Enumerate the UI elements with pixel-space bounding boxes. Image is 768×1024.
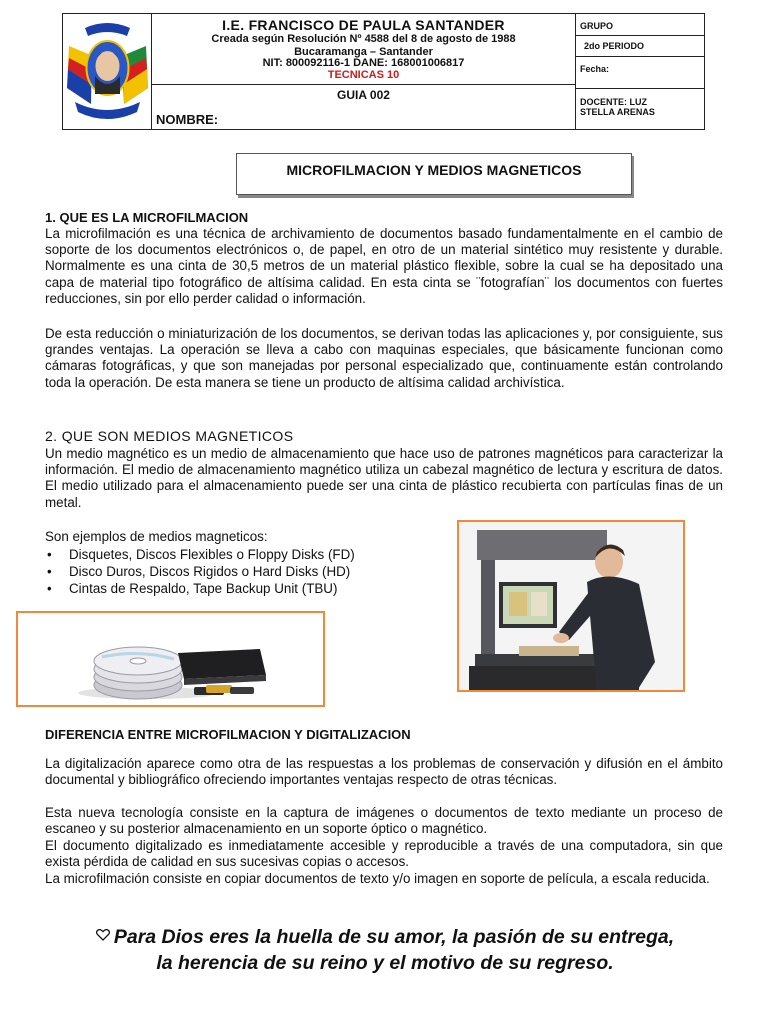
school-name: I.E. FRANCISCO DE PAULA SANTANDER [222, 17, 505, 33]
document-title: MICROFILMACION Y MEDIOS MAGNETICOS [286, 162, 582, 178]
right-divider-3 [576, 88, 704, 89]
discs-and-drives-image [18, 613, 325, 707]
name-label: NOMBRE: [156, 112, 219, 127]
section3-paragraph-2: Esta nueva tecnología consiste en la captura de imágenes o documentos de texto mediante un proceso de escaneo y su posterior almacenamiento en un soporte óptico o magnético. [45, 805, 723, 837]
list-item: • Disco Duros, Discos Rigidos o Hard Disks (HD) [45, 563, 445, 580]
quote-line-1-text: Para Dios eres la huella de su amor, la pasión de su entrega, [113, 926, 675, 948]
header-divider [152, 84, 575, 85]
examples-intro: Son ejemplos de medios magneticos: [45, 529, 268, 544]
section3-paragraph-4: La microfilmación consiste en copiar documentos de texto y/o imagen en soporte de película, a escala reducida. [45, 871, 710, 886]
microfilm-scanner-photo [457, 520, 685, 692]
closing-quote-line-1 [40, 924, 730, 950]
section2-paragraph-1: Un medio magnético es un medio de almacenamiento que hace uso de patrones magnéticos para caracterizar la información. El medio de almacenamiento magnético utiliza un cabezal magnético de lectura y escritura de datos. El medio utilizado para el almacenamiento puede ser una cinta de plástico recubierta con partículas finas de un metal. [45, 446, 723, 510]
right-divider-2 [576, 56, 704, 57]
closing-quote-line-2: la herencia de su reino y el motivo de su regreso. [156, 952, 614, 974]
school-crest-icon [63, 14, 152, 129]
examples-list [45, 546, 445, 597]
header-center-cell [152, 14, 576, 129]
guide-number: GUIA 002 [337, 88, 390, 102]
school-logo-cell [63, 14, 152, 129]
list-item: • Cintas de Respaldo, Tape Backup Unit (TBU) [45, 580, 445, 597]
storage-media-photo [16, 611, 325, 707]
course-text: TECNICAS 10 [327, 69, 400, 81]
group-label: GRUPO [580, 21, 614, 31]
period-label: 2do PERIODO [584, 41, 645, 51]
ids-text: NIT: 800092116-1 DANE: 168001006817 [262, 57, 465, 69]
document-title-box [236, 153, 632, 195]
section1-paragraph-2: De esta reducción o miniaturización de los documentos, se derivan todas las aplicaciones y, por consiguiente, sus grandes ventajas. La operación se lleva a cabo con maquinas especiales, que básicamente funcionan como cámaras fotográficas, y que son manejadas por personal especializado que, continuamente están controlando toda la operación. De esta manera se tiene un producto de altísima calidad archivística. [45, 326, 723, 390]
teacher-label: DOCENTE: LUZ STELLA ARENAS [580, 97, 655, 117]
section3-paragraph-1: La digitalización aparece como otra de las respuestas a los problemas de conservación y difusión en el ámbito documental y bibliográfico ofreciendo importantes ventajas respecto de otras técnicas. [45, 756, 723, 788]
header-right-cell [576, 14, 704, 129]
date-label: Fecha: [580, 64, 610, 74]
list-item: • Disquetes, Discos Flexibles o Floppy Disks (FD) [45, 546, 445, 563]
section1-paragraph-1: La microfilmación es una técnica de archivamiento de documentos basado fundamentalmente en el cambio de soporte de los documentos electrónicos o, de papel, en otro de un material sintético muy resistente y durable. Normalmente es una cinta de 30,5 metros de un material plástico flexible, sobre la cual se ha depositado una capa de material tipo fotográfico de altísima calidad. En esta cinta se ¨fotografían¨ los documentos con fuertes reducciones, sin por ello perder calidad o información. [45, 226, 723, 306]
header-table [62, 13, 705, 130]
section1-heading: 1. QUE ES LA MICROFILMACION [45, 210, 249, 225]
scanner-operator-image [459, 522, 685, 692]
city-text: Bucaramanga – Santander [294, 46, 433, 58]
section3-heading: DIFERENCIA ENTRE MICROFILMACION Y DIGITALIZACION [45, 727, 411, 742]
section2-heading: 2. QUE SON MEDIOS MAGNETICOS [45, 428, 294, 444]
heart-icon [96, 929, 110, 941]
resolution-text: Creada según Resolución Nº 4588 del 8 de agosto de 1988 [211, 33, 516, 45]
right-divider-1 [576, 35, 704, 36]
section3-paragraph-3: El documento digitalizado es inmediatamente accesible y reproducible a través de una computadora, sin que exista pérdida de calidad en sus sucesivas copias o accesos. [45, 838, 723, 870]
